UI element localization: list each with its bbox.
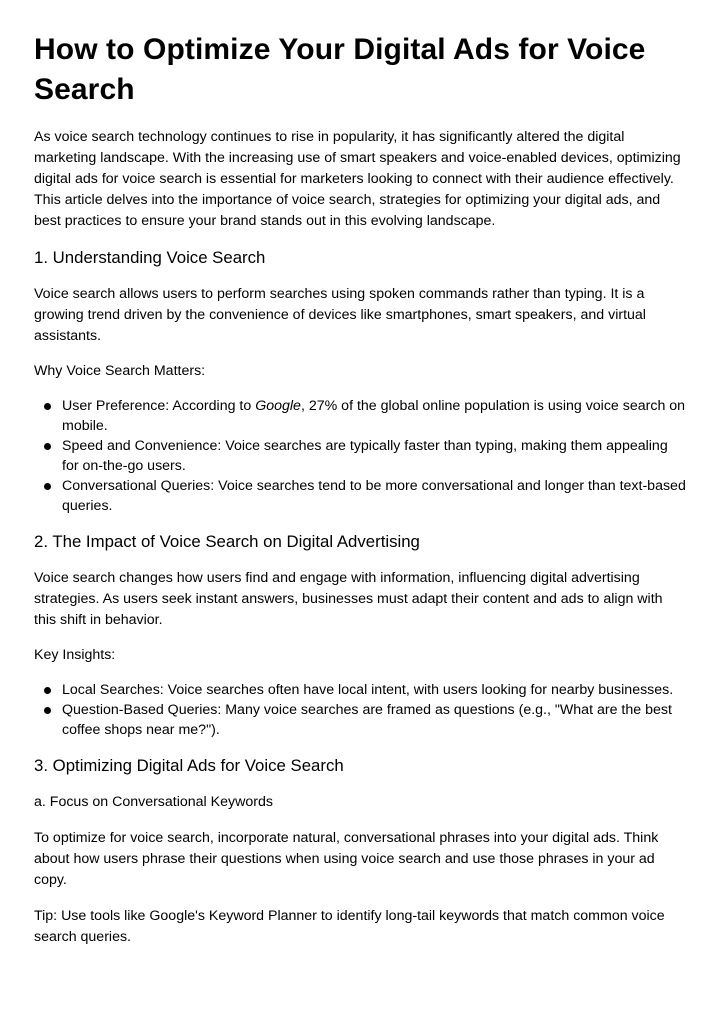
section-heading-understanding: 1. Understanding Voice Search (34, 248, 266, 267)
bullet-list-key-insights (34, 680, 686, 740)
intro-paragraph: As voice search technology continues to rise in popularity, it has significantly altered the digital marketing landscape. With the increasing use of smart speakers and voice-enabled devices, optimizing digital ads for voice search is essential for marketers looking to connect with their audience effectively. This article delves into the importance of voice search, strategies for optimizing your digital ads, and best practices to ensure your brand stands out in this evolving landscape. (34, 129, 681, 229)
list-item (34, 396, 686, 436)
section-paragraph-impact: Voice search changes how users find and engage with information, influencing digital advertising strategies. As users seek instant answers, businesses must adapt their content and ads to align with this shift in behavior. (34, 570, 663, 628)
list-item-text: Conversational Queries: Voice searches tend to be more conversational and longer than text-based queries. (62, 478, 686, 514)
list-item-text: Speed and Convenience: Voice searches are typically faster than typing, making them appealing for on-the-go users. (62, 438, 668, 474)
bullet-list-why (34, 396, 686, 516)
tip-paragraph: Tip: Use tools like Google's Keyword Planner to identify long-tail keywords that match common voice search queries. (34, 908, 665, 945)
section-paragraph-keywords: To optimize for voice search, incorporate natural, conversational phrases into your digital ads. Think about how users phrase their questions when using voice search and use those phrases in your ad copy. (34, 830, 659, 888)
list-item-text-prefix: User Preference: According to (62, 398, 256, 414)
list-item (34, 436, 686, 476)
section-heading-impact: 2. The Impact of Voice Search on Digital Advertising (34, 532, 420, 551)
list-item (34, 476, 686, 516)
bullet-icon (44, 483, 51, 490)
list-item-text: Local Searches: Voice searches often have local intent, with users looking for nearby businesses. (62, 682, 674, 698)
list-intro-why: Why Voice Search Matters: (34, 363, 206, 379)
bullet-icon (44, 687, 51, 694)
list-item (34, 680, 686, 700)
bullet-icon (44, 707, 51, 714)
list-item-emphasis: Google (255, 398, 301, 414)
bullet-icon (44, 403, 51, 410)
list-item (34, 700, 686, 740)
section-heading-optimizing: 3. Optimizing Digital Ads for Voice Search (34, 756, 344, 775)
subsection-heading-keywords: a. Focus on Conversational Keywords (34, 794, 273, 810)
list-item-text: Question-Based Queries: Many voice searches are framed as questions (e.g., "What are the best coffee shops near me?"). (62, 702, 672, 738)
section-paragraph-understanding: Voice search allows users to perform searches using spoken commands rather than typing. It is a growing trend driven by the convenience of devices like smartphones, smart speakers, and virtual assistants. (34, 286, 646, 344)
page-title: How to Optimize Your Digital Ads for Voice Search (34, 33, 646, 106)
list-item-text-suffix: , 27% of the global online population is using voice search on mobile. (62, 398, 686, 434)
list-intro-key-insights: Key Insights: (34, 647, 116, 663)
bullet-icon (44, 443, 51, 450)
